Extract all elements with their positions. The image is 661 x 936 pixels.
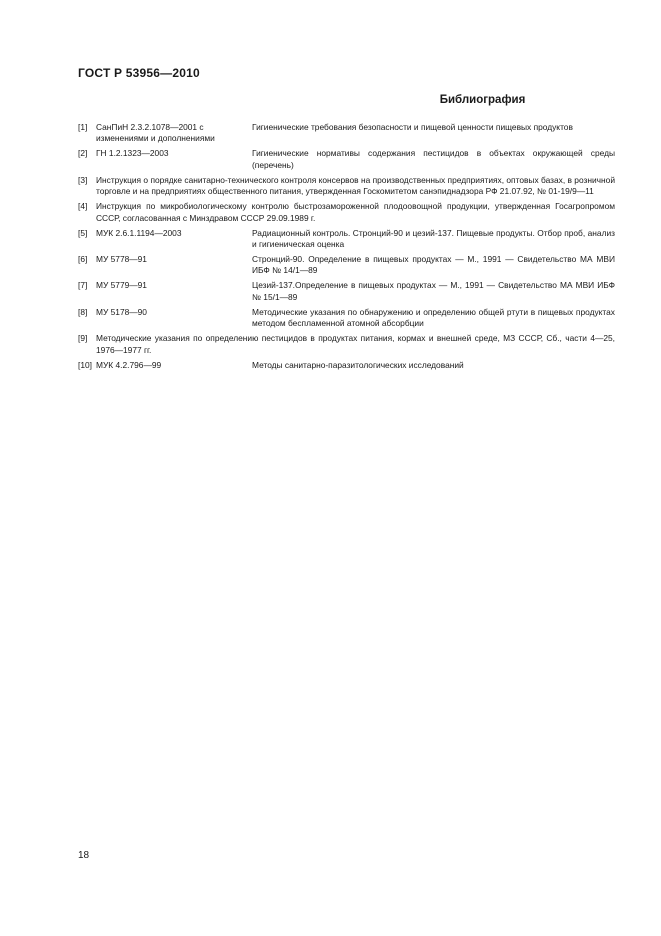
bibliography-entry-3: [78, 175, 615, 198]
bibliography-list: [78, 122, 615, 375]
entry-source: МУ 5778—91: [96, 254, 147, 265]
entry-number: [1]: [78, 122, 88, 132]
entry-number: [8]: [78, 306, 88, 317]
bibliography-entry-5: [78, 228, 615, 251]
entry-number: [2]: [78, 148, 88, 159]
entry-number: [5]: [78, 227, 88, 238]
entry-description: Стронций-90. Определение в пищевых продуктах — М., 1991 — Свидетельство МА МВИ ИБФ № 14/1—89: [252, 254, 615, 276]
bibliography-entry-4: [78, 201, 615, 224]
bibliography-entry-2: [78, 148, 615, 171]
bibliography-entry-10: [78, 360, 615, 371]
document-header: ГОСТ Р 53956—2010: [78, 66, 200, 80]
section-title: [78, 94, 614, 106]
entry-source: МУ 5779—91: [96, 280, 147, 291]
entry-source: СанПиН 2.3.2.1078—2001 с изменениями и дополнениями: [96, 122, 215, 144]
entry-source: ГН 1.2.1323—2003: [96, 148, 169, 159]
entry-description: Радиационный контроль. Стронций-90 и цезий-137. Пищевые продукты. Отбор проб, анализ и гигиеническая оценка: [252, 227, 615, 250]
bibliography-entry-6: [78, 254, 615, 277]
entry-text: Инструкция по микробиологическому контролю быстрозамороженной плодоовощной продукции, утвержденная Госагропромом СССР, согласованная с Минздравом СССР 29.09.1989 г.: [96, 201, 615, 223]
section-title-text: Библиография: [439, 94, 526, 106]
entry-source: МУК 4.2.796—99: [96, 359, 162, 370]
entry-source: МУК 2.6.1.1194—2003: [96, 227, 182, 238]
entry-description: Методические указания по обнаружению и определению общей ртути в пищевых продуктах методом беспламенной атомной абсорбции: [252, 306, 615, 329]
entry-description: Цезий-137.Определение в пищевых продуктах — М., 1991 — Свидетельство МА МВИ ИБФ № 15/1—89: [252, 280, 615, 302]
entry-number: [9]: [78, 333, 88, 344]
entry-description: Гигиенические требования безопасности и пищевой ценности пищевых продуктов: [252, 122, 573, 132]
entry-number: [7]: [78, 280, 88, 291]
entry-source: МУ 5178—90: [96, 306, 147, 317]
bibliography-entry-7: [78, 280, 615, 303]
entry-description: Методы санитарно-паразитологических исследований: [252, 359, 464, 370]
entry-text: Инструкция о порядке санитарно-технического контроля консервов на производственных предприятиях, оптовых базах, в розничной торговле и на предприятиях общественного питания, утвержденная Госкомитетом санэпиднадзора РФ 21.07.92, № 01-19/9—11: [96, 174, 615, 197]
bibliography-entry-9: [78, 333, 615, 356]
entry-number: [3]: [78, 174, 88, 185]
entry-text: Методические указания по определению пестицидов в продуктах питания, кормах и внешней среде, МЗ СССР, Сб., части 4—25, 1976—1977 гг.: [96, 333, 615, 355]
page-number: 18: [78, 850, 90, 861]
entry-number: [4]: [78, 201, 88, 212]
entry-number: [10]: [78, 359, 92, 370]
bibliography-entry-1: [78, 122, 615, 145]
bibliography-entry-8: [78, 307, 615, 330]
entry-description: Гигиенические нормативы содержания пестицидов в объектах окружающей среды (перечень): [252, 148, 615, 170]
entry-number: [6]: [78, 254, 88, 265]
